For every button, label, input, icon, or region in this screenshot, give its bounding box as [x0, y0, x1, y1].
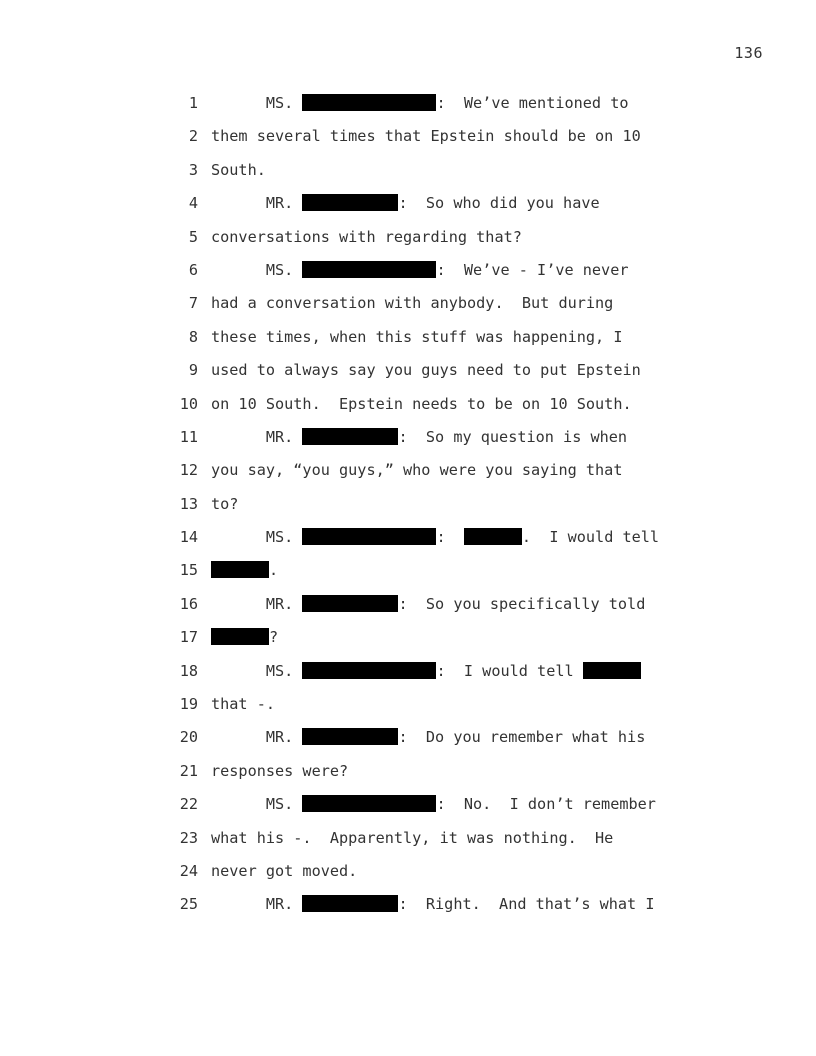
redaction-block	[302, 595, 398, 612]
line-text	[211, 327, 622, 347]
speech-text: to?	[211, 494, 239, 513]
transcript-line	[0, 761, 816, 794]
transcript-line	[0, 794, 816, 827]
line-indent	[211, 662, 266, 680]
line-text	[211, 293, 613, 313]
line-number: 14	[179, 528, 198, 547]
line-number: 9	[188, 361, 198, 380]
redaction-block	[302, 261, 436, 278]
speaker-title: MR.	[265, 194, 294, 213]
transcript-line	[0, 427, 816, 460]
speech-text: . I would tell	[521, 528, 660, 547]
speaker-title: MS.	[265, 528, 294, 547]
speech-text: .	[269, 561, 279, 580]
line-number: 18	[179, 661, 198, 680]
line-number: 1	[188, 94, 198, 112]
line-number: 4	[188, 194, 198, 213]
speech-text: responses were?	[211, 761, 349, 780]
speech-text: them several times that Epstein should be on 10	[211, 127, 641, 146]
line-number: 7	[188, 294, 198, 313]
line-indent	[211, 528, 266, 546]
line-number: 3	[188, 160, 198, 179]
transcript-line	[0, 260, 816, 293]
line-text	[211, 861, 357, 881]
speech-text: you say, “you guys,” who were you saying that	[211, 461, 623, 480]
transcript-line	[0, 594, 816, 627]
line-number: 11	[179, 427, 198, 446]
line-number: 25	[179, 895, 198, 914]
redaction-block	[583, 662, 641, 679]
line-text	[211, 193, 600, 213]
redaction-block	[302, 528, 436, 545]
line-indent	[211, 728, 266, 746]
line-indent	[211, 895, 266, 913]
speech-text: : Right. And that’s what I	[398, 895, 655, 914]
line-text	[211, 761, 348, 781]
speech-text: never got moved.	[211, 861, 358, 880]
line-number: 5	[188, 227, 198, 246]
line-text	[211, 794, 656, 814]
line-text	[211, 828, 613, 848]
line-text	[211, 126, 641, 146]
speaker-title: MR.	[265, 895, 294, 914]
redaction-block	[302, 428, 398, 445]
transcript-line	[0, 661, 816, 694]
transcript-line	[0, 193, 816, 226]
line-text	[211, 260, 629, 280]
line-text	[211, 894, 655, 914]
redaction-block	[464, 528, 522, 545]
transcript-line	[0, 627, 816, 660]
speech-text: : So you specifically told	[398, 594, 646, 613]
speaker-title: MR.	[265, 728, 294, 747]
line-number: 10	[179, 394, 198, 413]
speaker-title: MR.	[265, 427, 294, 446]
speaker-title: MR.	[265, 594, 294, 613]
transcript-line	[0, 527, 816, 560]
line-text	[211, 694, 275, 714]
transcript-line	[0, 560, 816, 593]
transcript-line	[0, 394, 816, 427]
line-text	[211, 727, 645, 747]
transcript-line	[0, 227, 816, 260]
transcript-line	[0, 494, 816, 527]
line-text	[211, 494, 238, 514]
line-text	[211, 427, 627, 447]
line-indent	[211, 94, 266, 112]
line-text	[211, 227, 522, 247]
line-indent	[211, 795, 266, 813]
line-number: 23	[179, 828, 198, 847]
speech-text: : No. I don’t remember	[436, 795, 656, 814]
speech-text: what his -. Apparently, it was nothing. He	[211, 828, 614, 847]
transcript-line	[0, 694, 816, 727]
redaction-block	[211, 628, 269, 645]
line-text	[211, 93, 629, 113]
line-indent	[211, 194, 266, 212]
redaction-block	[302, 94, 436, 111]
line-text	[211, 527, 659, 547]
speech-text: these times, when this stuff was happening, I	[211, 327, 623, 346]
speech-text: : I would tell	[436, 661, 583, 680]
transcript-line	[0, 93, 816, 126]
redaction-block	[302, 795, 436, 812]
transcript-line	[0, 293, 816, 326]
line-text	[211, 661, 641, 681]
speaker-title: MS.	[265, 94, 294, 112]
line-number: 8	[188, 327, 198, 346]
line-text	[211, 594, 645, 614]
redaction-block	[302, 895, 398, 912]
redaction-block	[211, 561, 269, 578]
transcript-line	[0, 727, 816, 760]
speech-text: ?	[269, 628, 279, 647]
line-number: 16	[179, 594, 198, 613]
line-text	[211, 560, 278, 580]
line-number: 24	[179, 861, 198, 880]
line-number: 21	[179, 761, 198, 780]
speech-text: that -.	[211, 695, 276, 714]
speech-text: : Do you remember what his	[398, 728, 646, 747]
page-number: 136	[734, 44, 763, 62]
line-number: 17	[179, 628, 198, 647]
line-number: 2	[188, 127, 198, 146]
line-number: 6	[188, 260, 198, 279]
speech-text: :	[436, 528, 464, 547]
redaction-block	[302, 194, 398, 211]
line-number: 13	[179, 494, 198, 513]
line-text	[211, 627, 278, 647]
speech-text: on 10 South. Epstein needs to be on 10 South.	[211, 394, 632, 413]
redaction-block	[302, 728, 398, 745]
speaker-title: MS.	[265, 795, 294, 814]
transcript-line	[0, 861, 816, 894]
line-number: 15	[179, 561, 198, 580]
speech-text: South.	[211, 160, 266, 179]
transcript-line	[0, 360, 816, 393]
speaker-title: MS.	[265, 260, 294, 279]
speech-text: had a conversation with anybody. But during	[211, 294, 614, 313]
transcript-line	[0, 894, 816, 927]
transcript-body	[0, 93, 816, 928]
redaction-block	[302, 662, 436, 679]
transcript-line	[0, 828, 816, 861]
transcript-line	[0, 160, 816, 193]
line-number: 20	[179, 728, 198, 747]
transcript-line	[0, 327, 816, 360]
line-indent	[211, 428, 266, 446]
line-text	[211, 460, 622, 480]
line-text	[211, 394, 632, 414]
line-text	[211, 360, 641, 380]
speech-text: : So who did you have	[398, 194, 600, 213]
speech-text: : So my question is when	[398, 427, 628, 446]
line-number: 22	[179, 795, 198, 814]
line-number: 19	[179, 695, 198, 714]
speech-text: : We’ve - I’ve never	[436, 260, 629, 279]
line-number: 12	[179, 461, 198, 480]
transcript-line	[0, 126, 816, 159]
line-indent	[211, 595, 266, 613]
speech-text: : We’ve mentioned to	[436, 94, 629, 112]
speech-text: conversations with regarding that?	[211, 227, 522, 246]
line-text	[211, 160, 266, 180]
speaker-title: MS.	[265, 661, 294, 680]
transcript-line	[0, 460, 816, 493]
line-indent	[211, 261, 266, 279]
speech-text: used to always say you guys need to put Epstein	[211, 361, 641, 380]
